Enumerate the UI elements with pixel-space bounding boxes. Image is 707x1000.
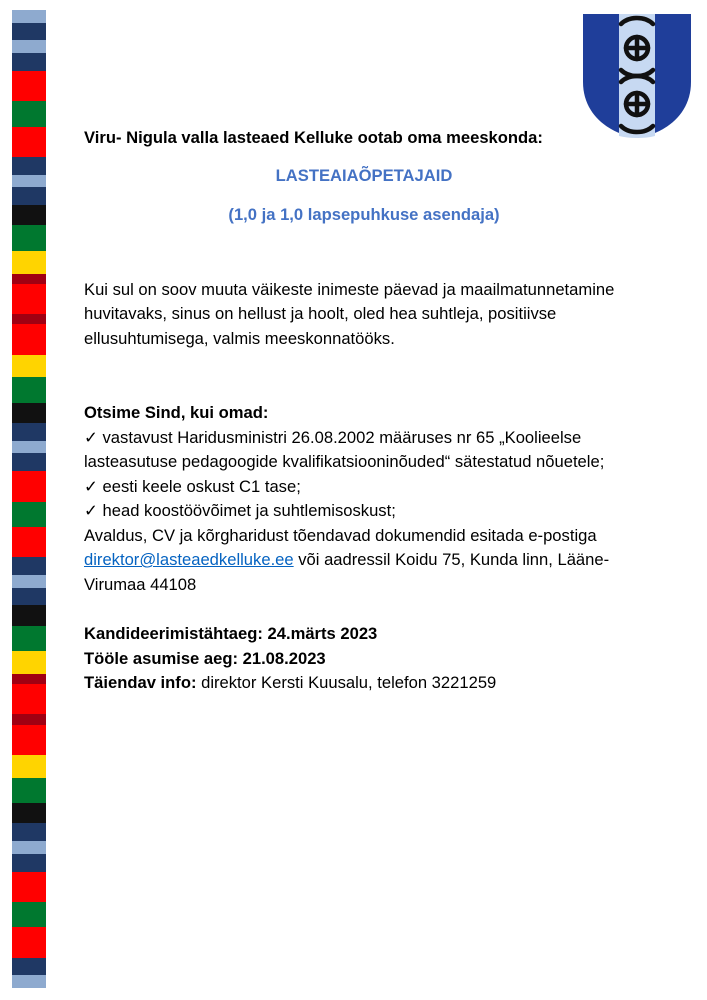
stripe-segment-light-blue (12, 175, 46, 188)
stripe-segment-navy (12, 854, 46, 872)
stripe-segment-navy (12, 423, 46, 441)
stripe-segment-navy (12, 823, 46, 841)
email-link[interactable]: direktor@lasteaedkelluke.ee (84, 550, 294, 569)
stripe-segment-dark-red (12, 674, 46, 684)
stripe-segment-yellow (12, 251, 46, 274)
stripe-segment-red (12, 872, 46, 902)
stripe-segment-light-blue (12, 975, 46, 988)
stripe-segment-green (12, 778, 46, 803)
stripe-segment-red (12, 324, 46, 354)
stripe-segment-yellow (12, 651, 46, 674)
position-title: LASTEAIAÕPETAJAID (275, 165, 453, 185)
stripe-segment-red (12, 725, 46, 755)
requirement-item: ✓ head koostöövõimet ja suhtlemisoskust; (84, 501, 396, 520)
intro-text: Viru- Nigula valla lasteaed Kelluke ootab oma meeskonda: (84, 128, 543, 147)
stripe-segment-green (12, 101, 46, 126)
stripe-segment-black (12, 205, 46, 225)
stripe-segment-green (12, 502, 46, 527)
decorative-color-stripe (12, 10, 46, 988)
stripe-segment-red (12, 527, 46, 557)
stripe-segment-light-blue (12, 441, 46, 454)
stripe-segment-light-blue (12, 40, 46, 53)
application-text (84, 524, 644, 598)
stripe-segment-yellow (12, 355, 46, 378)
position-subtitle: (1,0 ja 1,0 lapsepuhkuse asendaja) (228, 205, 500, 224)
info-text: direktor Kersti Kuusalu, telefon 3221259 (196, 673, 497, 692)
stripe-segment-navy (12, 157, 46, 175)
stripe-segment-green (12, 626, 46, 651)
stripe-segment-navy (12, 958, 46, 976)
info-label: Täiendav info: (84, 673, 197, 692)
stripe-segment-navy (12, 453, 46, 471)
stripe-segment-dark-red (12, 714, 46, 724)
stripe-segment-black (12, 605, 46, 625)
stripe-segment-green (12, 225, 46, 250)
requirement-item: ✓ vastavust Haridusministri 26.08.2002 määruses nr 65 „Koolieelse lasteasutuse pedagoogide kvalifikatsiooninõuded“ sätestatud nõuetele; (84, 427, 605, 471)
stripe-segment-red (12, 284, 46, 314)
stripe-segment-green (12, 377, 46, 402)
job-posting (84, 120, 644, 696)
stripe-segment-red (12, 471, 46, 501)
requirement-item: ✓ eesti keele oskust C1 tase; (84, 476, 301, 496)
stripe-segment-dark-red (12, 274, 46, 284)
stripe-segment-light-blue (12, 575, 46, 588)
application-text-after: või aadressil Koidu 75, Kunda linn, Lääne-Virumaa 44108 (84, 550, 610, 594)
start-date: Tööle asumise aeg: 21.08.2023 (84, 648, 326, 668)
requirements-heading: Otsime Sind, kui omad: (84, 403, 269, 422)
stripe-segment-black (12, 403, 46, 423)
description-text: Kui sul on soov muuta väikeste inimeste päevad ja maailmatunnetamine huvitavaks, sinus on hellust ja hoolt, oled hea suhtleja, positiivse ellusuhtumisega, valmis meeskonnatööks. (84, 279, 615, 348)
stripe-segment-red (12, 927, 46, 957)
stripe-segment-light-blue (12, 10, 46, 23)
stripe-segment-black (12, 803, 46, 823)
application-deadline: Kandideerimistähtaeg: 24.märts 2023 (84, 624, 378, 643)
stripe-segment-dark-red (12, 314, 46, 324)
stripe-segment-navy (12, 557, 46, 575)
stripe-segment-navy (12, 53, 46, 71)
stripe-segment-red (12, 127, 46, 157)
stripe-segment-light-blue (12, 841, 46, 854)
application-text-before: Avaldus, CV ja kõrgharidust tõendavad dokumendid esitada e-postiga (84, 525, 597, 545)
stripe-segment-red (12, 684, 46, 714)
stripe-segment-navy (12, 588, 46, 606)
additional-info (84, 671, 644, 696)
stripe-segment-navy (12, 187, 46, 205)
stripe-segment-red (12, 71, 46, 101)
stripe-segment-yellow (12, 755, 46, 778)
stripe-segment-navy (12, 23, 46, 41)
stripe-segment-green (12, 902, 46, 927)
